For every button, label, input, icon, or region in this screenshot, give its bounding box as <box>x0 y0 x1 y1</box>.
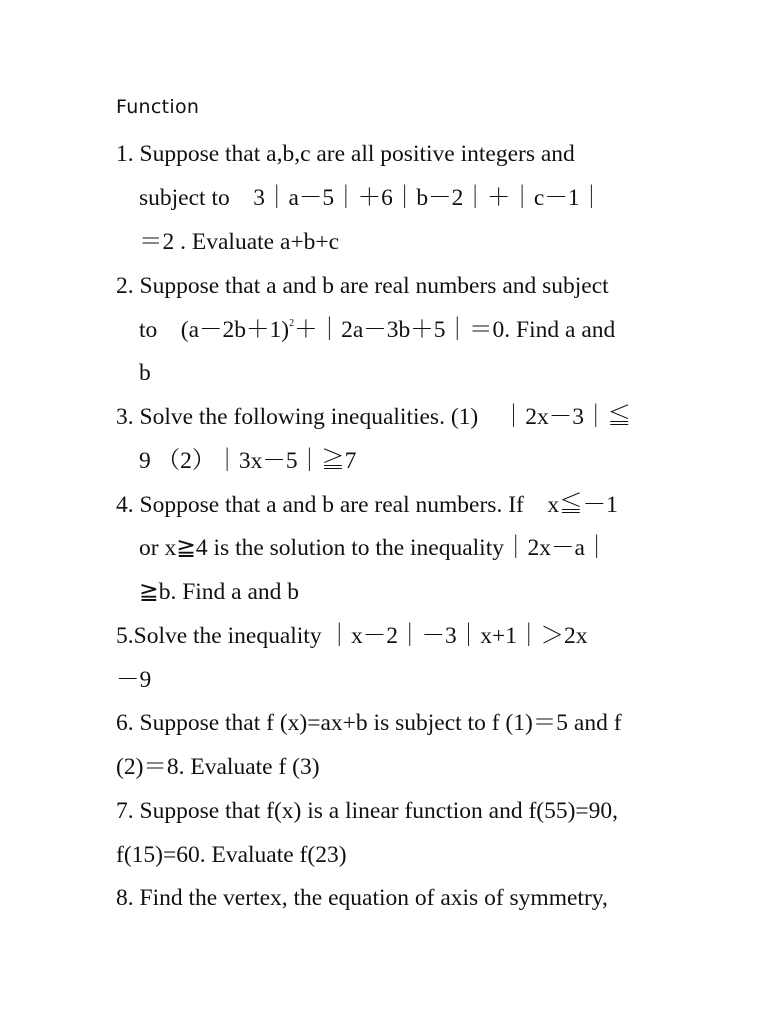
problem-4-line-2: or x≧4 is the solution to the inequality｜2x－a｜ <box>139 535 609 561</box>
problem-2-line-3: b <box>139 360 151 386</box>
problem-4-line-3: ≧b. Find a and b <box>139 579 300 605</box>
problem-8-line-1: 8. Find the vertex, the equation of axis of symmetry, <box>116 885 608 911</box>
exponent: 2 <box>289 318 295 329</box>
problem-7-line-2: f(15)=60. Evaluate f(23) <box>116 842 347 868</box>
problem-2-expression-end: ＋｜2a－3b＋5｜＝0. Find a and <box>294 317 616 343</box>
problem-7-line-1: 7. Suppose that f(x) is a linear function and f(55)=90, <box>116 798 619 824</box>
problem-6-line-1: 6. Suppose that f (x)=ax+b is subject to f (1)＝5 and f <box>116 710 622 736</box>
problem-3-line-2: 9 （2）｜3x－5｜≧7 <box>139 448 357 474</box>
problem-2-line-2 <box>139 319 615 343</box>
problem-1-line-1: 1. Suppose that a,b,c are all positive integers and <box>116 141 575 167</box>
problem-2-line-1: 2. Suppose that a and b are real numbers and subject <box>116 273 609 299</box>
problem-5-line-1: 5.Solve the inequality ｜x－2｜－3｜x+1｜＞2x <box>116 623 588 649</box>
problem-4-line-1: 4. Soppose that a and b are real numbers. If x≦－1 <box>116 492 618 518</box>
document-heading: Function <box>116 96 200 118</box>
problem-2-expression-start: to (a－2b＋1) <box>139 317 290 343</box>
problem-1-line-3: ＝2 . Evaluate a+b+c <box>139 229 340 255</box>
problem-5-line-2: －9 <box>116 667 152 693</box>
problem-1-line-2: subject to 3｜a－5｜＋6｜b－2｜＋｜c－1｜ <box>139 185 604 211</box>
problem-3-line-1: 3. Solve the following inequalities. (1) ｜2x－3｜≦ <box>116 404 631 430</box>
problem-6-line-2: (2)＝8. Evaluate f (3) <box>116 754 320 780</box>
